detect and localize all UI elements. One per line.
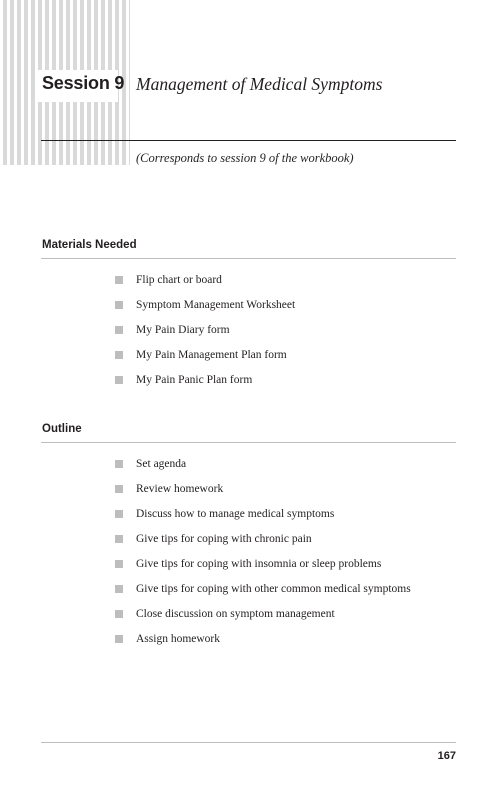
square-bullet-icon (115, 326, 123, 334)
outline-divider (41, 442, 456, 443)
page-title: Management of Medical Symptoms (136, 74, 383, 94)
square-bullet-icon (115, 276, 123, 284)
materials-heading: Materials Needed (42, 239, 137, 251)
footer-divider (41, 742, 456, 743)
square-bullet-icon (115, 376, 123, 384)
square-bullet-icon (115, 585, 123, 593)
square-bullet-icon (115, 485, 123, 493)
square-bullet-icon (115, 535, 123, 543)
square-bullet-icon (115, 510, 123, 518)
page-subtitle: (Corresponds to session 9 of the workbook) (136, 151, 354, 165)
square-bullet-icon (115, 301, 123, 309)
outline-heading: Outline (42, 423, 82, 435)
materials-divider (41, 258, 456, 259)
square-bullet-icon (115, 610, 123, 618)
title-divider (41, 140, 456, 141)
square-bullet-icon (115, 460, 123, 468)
square-bullet-icon (115, 351, 123, 359)
square-bullet-icon (115, 560, 123, 568)
page-number: 167 (437, 750, 456, 762)
session-label: Session 9 (42, 73, 125, 93)
square-bullet-icon (115, 635, 123, 643)
